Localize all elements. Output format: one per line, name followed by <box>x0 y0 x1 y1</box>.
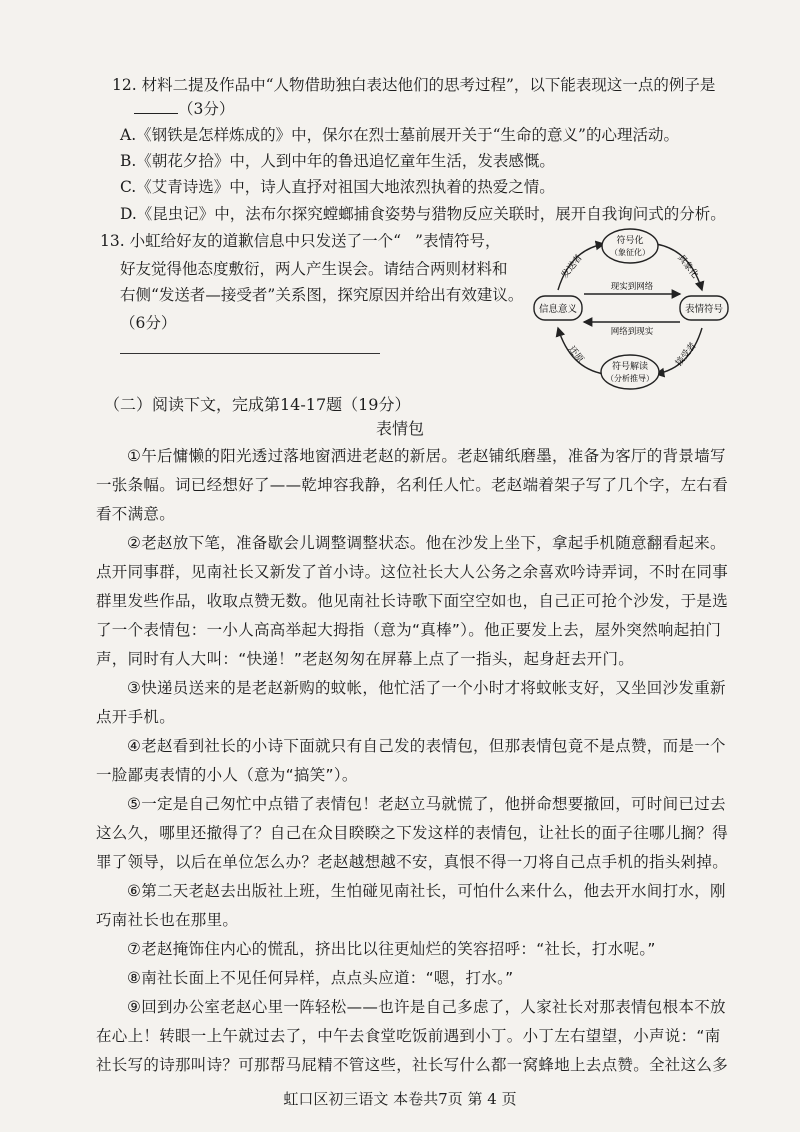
paragraph-5: ⑤一定是自己匆忙中点错了表情包！老赵立马就慌了，他拼命想要撤回，可时间已过去这么久，哪里还撤得了？自己在众目睽睽之下发这样的表情包，让社长的面子往哪儿搁？得罪了领导，以后在单位怎么办？老赵越想越不安，真恨不得一刀将自己点手机的指头剁掉。 <box>96 795 729 871</box>
q13-line2: 好友觉得他态度敷衍，两人产生误会。请结合两则材料和 <box>120 260 508 278</box>
q12-answer-row <box>134 98 234 120</box>
arrow-top-label: 现实到网络 <box>610 282 654 292</box>
q12-option-d: D.《昆虫记》中，法布尔探究螳螂捕食姿势与猎物反应关联时，展开自我询问式的分析。 <box>120 205 726 223</box>
node-symbolize-line1: 符号化 <box>616 236 644 246</box>
paragraph-1: ①午后慵懒的阳光透过落地窗洒进老赵的新居。老赵铺纸磨墨，准备为客厅的背景墙写一张条幅。词已经想好了——乾坤容我静，名利任人忙。老赵端着架子写了几个字，左右看看不满意。 <box>96 447 729 523</box>
paragraph-6: ⑥第二天老赵去出版社上班，生怕碰见南社长，可怕什么来什么，他去开水间打水，刚巧南社长也在那里。 <box>96 882 726 929</box>
answer-blank <box>134 98 178 114</box>
edge-sender-label: 发送者 <box>560 253 585 281</box>
node-emoji-label: 表情符号 <box>684 304 724 315</box>
q12-option-c: C.《艾青诗选》中，诗人直抒对祖国大地浓烈执着的热爱之情。 <box>120 178 555 196</box>
node-decode-line1: 符号解读 <box>611 362 649 372</box>
node-decode-line2: （分析推导） <box>606 374 654 383</box>
node-meaning-label: 信息意义 <box>538 304 578 315</box>
paragraph-2: ②老赵放下笔，准备歇会儿调整调整状态。他在沙发上坐下，拿起手机随意翻看起来。点开同事群，见南社长又新发了首小诗。这位社长大人公务之余喜欢吟诗弄词，不时在同事群里发些作品，收取点赞无数。他见南社长诗歌下面空空如也，自己正可抢个沙发，于是选了一个表情包：一小人高高举起大拇指（意为“真棒”）。他正要发上去，屋外突然响起拍门声，同时有人大叫：“快递！”老赵匆匆在屏幕上点了一指头，起身赶去开门。 <box>96 534 729 668</box>
q13-line1: 13. 小虹给好友的道歉信息中只发送了一个“ ”表情符号， <box>100 232 501 250</box>
paragraph-7: ⑦老赵掩饰住内心的慌乱，挤出比以往更灿烂的笑容招呼：“社长，打水呢。” <box>127 940 656 958</box>
page-footer: 虹口区初三语文 本卷共7页 第 4 页 <box>283 1090 517 1108</box>
q12-option-b: B.《朝花夕拾》中，人到中年的鲁迅追忆童年生活，发表感慨。 <box>120 152 555 170</box>
sender-receiver-diagram <box>530 228 730 390</box>
q12-stem: 12. 材料二提及作品中“人物借助独白表达他们的思考过程”，以下能表现这一点的例子是 <box>112 76 716 94</box>
arc-restore <box>558 328 604 374</box>
edge-restore-label: 还原 <box>566 344 586 365</box>
node-decode <box>601 355 659 389</box>
story-body <box>96 442 728 1080</box>
paragraph-9: ⑨回到办公室老赵心里一阵轻松——也许是自己多虑了，人家社长对那表情包根本不放在心上！转眼一上午就过去了，中午去食堂吃饭前遇到小丁。小丁左右望望，小声说：“南社长写的诗那叫诗？可那帮马屁精不管这些，社长写什么都一窝蜂地上去点赞。全社这么多 <box>96 998 729 1074</box>
section-heading: （二）阅读下文，完成第14-17题（19分） <box>104 395 411 414</box>
q13-line3: 右侧“发送者—接受者”关系图，探究原因并给出有效建议。 <box>120 286 524 304</box>
paragraph-4: ④老赵看到社长的小诗下面就只有自己发的表情包，但那表情包竟不是点赞，而是一个一脸鄙夷表情的小人（意为“搞笑”）。 <box>96 737 726 784</box>
paragraph-8: ⑧南社长面上不见任何异样，点点头应道：“嗯，打水。” <box>127 969 514 987</box>
node-symbolize-line2-text: （象征化） <box>610 248 650 257</box>
q13-score: （6分） <box>120 314 177 332</box>
q12-option-a: A.《钢铁是怎样炼成的》中，保尔在烈士墓前展开关于“生命的意义”的心理活动。 <box>120 126 679 144</box>
edge-encode-label: 具象化 <box>675 253 700 281</box>
arrow-bottom-label: 网络到现实 <box>610 327 654 337</box>
paragraph-3: ③快递员送来的是老赵新购的蚊帐，他忙活了一个小时才将蚊帐支好，又坐回沙发重新点开手机。 <box>96 679 726 726</box>
edge-receiver-label: 接受者 <box>674 341 699 369</box>
node-symbolize <box>602 229 658 263</box>
answer-line <box>120 353 380 354</box>
q12-score: （3分） <box>178 100 235 118</box>
story-title: 表情包 <box>376 419 425 438</box>
